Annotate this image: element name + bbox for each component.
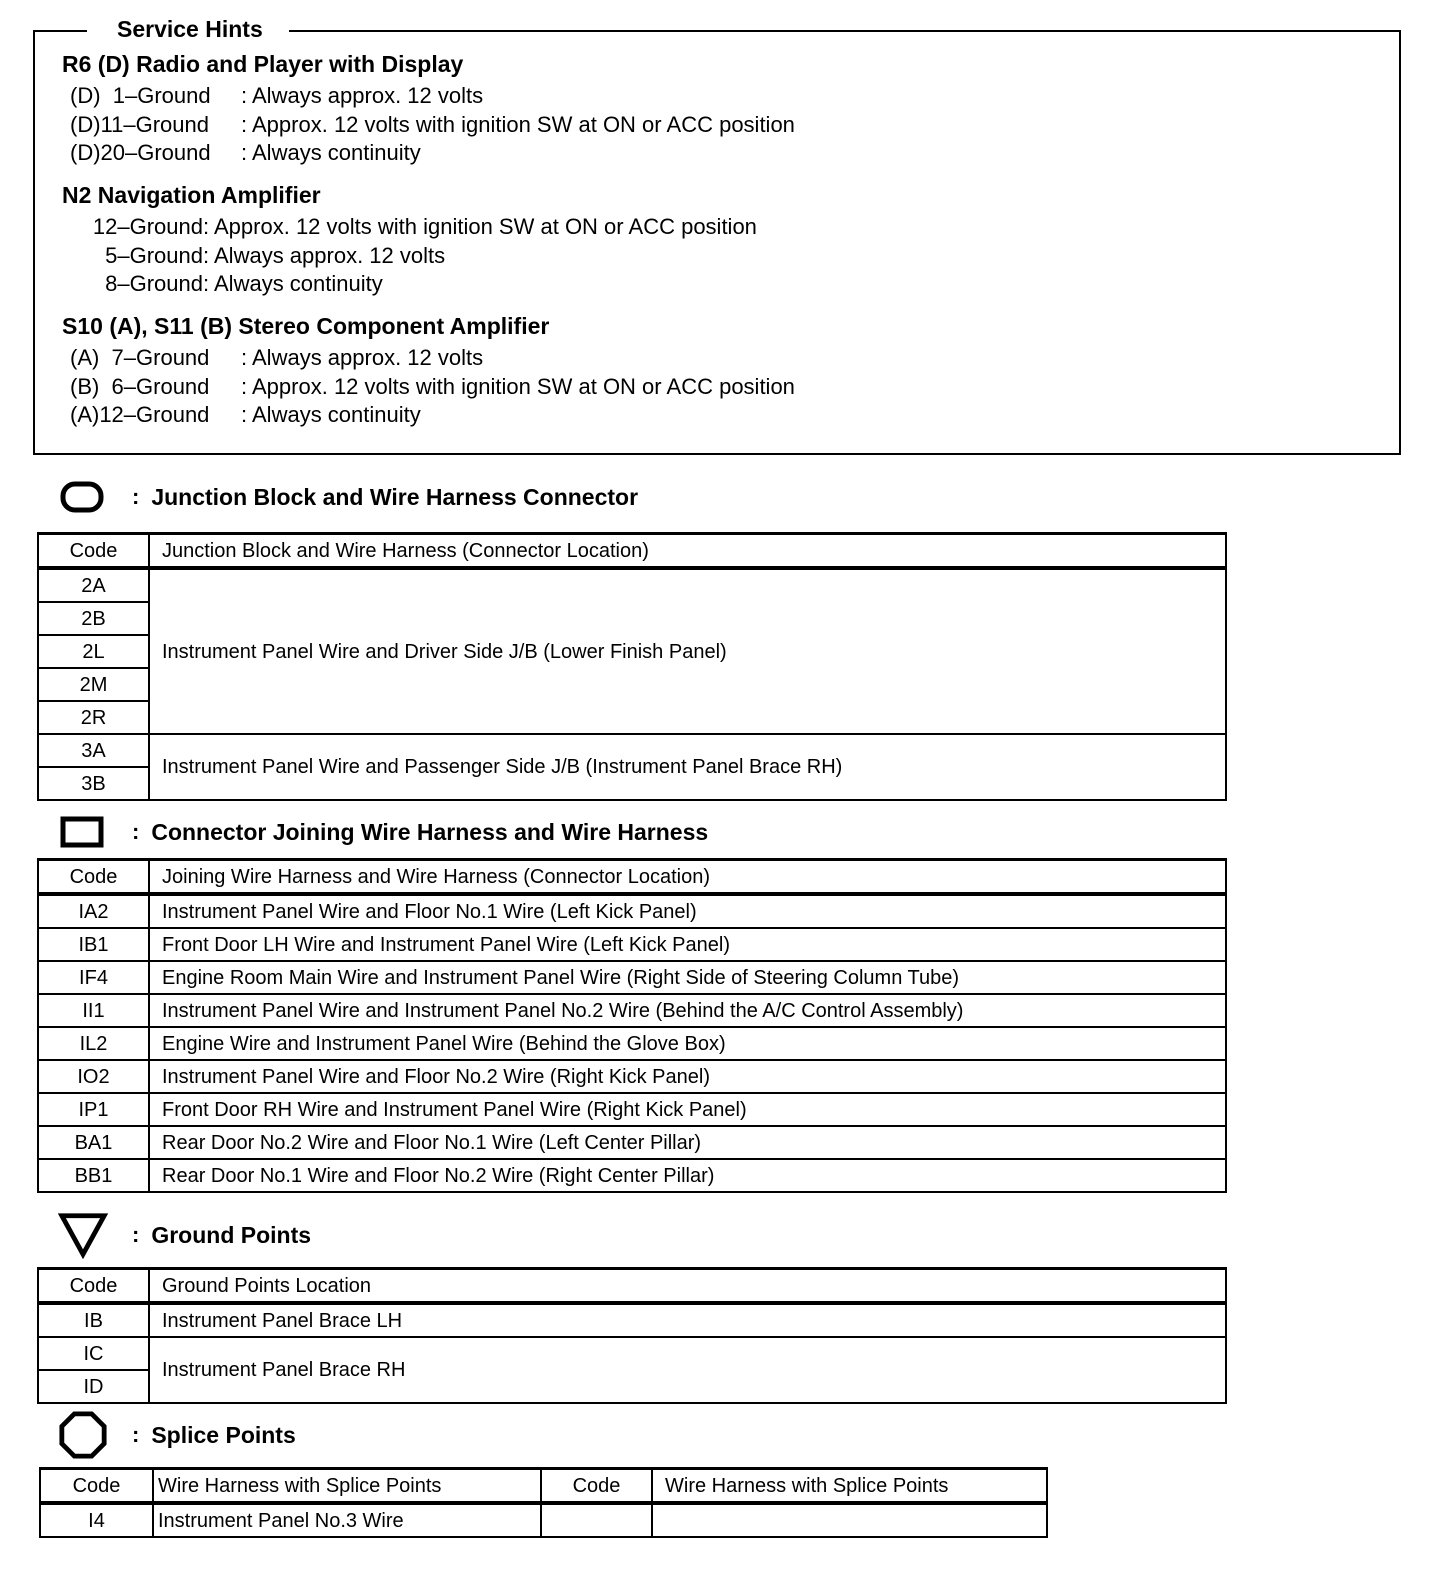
desc-cell: Instrument Panel Wire and Instrument Panel No.2 Wire (Behind the A/C Control Assembly)	[149, 994, 1226, 1027]
service-hints-title: Service Hints	[87, 14, 289, 44]
code-cell: 2M	[38, 668, 149, 701]
table-row	[38, 961, 1226, 994]
hint-line	[62, 344, 795, 373]
code-cell	[541, 1503, 652, 1537]
code-cell: BA1	[38, 1126, 149, 1159]
table-row	[38, 894, 1226, 928]
ground-points-title: Ground Points	[151, 1221, 312, 1248]
connector-joining-heading	[58, 812, 708, 852]
ground-points-heading	[58, 1208, 311, 1262]
hint-text: : Approx. 12 volts with ignition SW at ON or ACC position	[241, 111, 795, 137]
header-code: Code	[38, 1269, 149, 1304]
hint-pin: 12–Ground	[92, 214, 203, 239]
hint-group-stereo	[62, 312, 795, 430]
table-row	[38, 1093, 1226, 1126]
code-cell: IC	[38, 1337, 149, 1370]
desc-cell: Engine Wire and Instrument Panel Wire (Behind the Glove Box)	[149, 1027, 1226, 1060]
table-row	[38, 1027, 1226, 1060]
header-code: Code	[38, 534, 149, 569]
table-header-row	[38, 534, 1226, 569]
hint-line	[62, 213, 757, 242]
table-header-row	[38, 1269, 1226, 1304]
code-cell: 3A	[38, 734, 149, 767]
desc-cell: Engine Room Main Wire and Instrument Panel Wire (Right Side of Steering Column Tube)	[149, 961, 1226, 994]
hint-group-title: N2 Navigation Amplifier	[62, 182, 321, 208]
table-row	[38, 1303, 1226, 1337]
table-row	[38, 994, 1226, 1027]
junction-block-table	[37, 532, 1227, 801]
junction-block-heading	[58, 477, 638, 517]
hint-line	[62, 373, 795, 402]
hint-pin: 8–Ground	[105, 271, 203, 296]
connector-joining-title: Connector Joining Wire Harness and Wire Harness	[151, 818, 709, 845]
rounded-rectangle-icon	[58, 477, 108, 517]
header-code: Code	[541, 1469, 652, 1504]
header-desc: Joining Wire Harness and Wire Harness (Connector Location)	[149, 860, 1226, 895]
table-row	[38, 928, 1226, 961]
hint-pin: (D)11–Ground	[70, 111, 209, 137]
hint-pin: (A) 7–Ground	[70, 345, 210, 370]
hint-pin: (D)20–Ground	[70, 140, 211, 165]
desc-cell: Instrument Panel Wire and Driver Side J/B (Lower Finish Panel)	[149, 568, 1226, 734]
desc-cell: Instrument Panel Wire and Passenger Side J/B (Instrument Panel Brace RH)	[149, 734, 1226, 800]
header-desc: Junction Block and Wire Harness (Connector Location)	[149, 534, 1226, 569]
hint-line	[62, 82, 795, 111]
hint-line	[62, 111, 795, 140]
heading-colon: :	[132, 1422, 140, 1447]
table-row	[40, 1503, 1047, 1537]
code-cell: 2A	[38, 568, 149, 602]
hint-pin: (D) 1–Ground	[70, 83, 211, 108]
desc-cell: Instrument Panel Brace RH	[149, 1337, 1226, 1403]
hint-pin: (B) 6–Ground	[70, 373, 210, 399]
hint-group-title: S10 (A), S11 (B) Stereo Component Amplifier	[62, 313, 550, 339]
table-header-row	[38, 860, 1226, 895]
table-row	[38, 1337, 1226, 1370]
triangle-down-icon	[58, 1208, 108, 1262]
code-cell: 2B	[38, 602, 149, 635]
code-cell: 2R	[38, 701, 149, 734]
hint-text: : Always approx. 12 volts	[241, 83, 484, 108]
hint-group-title: R6 (D) Radio and Player with Display	[62, 51, 464, 77]
code-cell: IP1	[38, 1093, 149, 1126]
hint-pin: 5–Ground	[105, 242, 203, 268]
junction-block-title: Junction Block and Wire Harness Connector	[151, 483, 639, 510]
desc-cell: Instrument Panel Brace LH	[149, 1303, 1226, 1337]
heading-colon: :	[132, 484, 140, 509]
code-cell: BB1	[38, 1159, 149, 1192]
code-cell: IO2	[38, 1060, 149, 1093]
hint-line	[62, 242, 757, 271]
header-desc: Wire Harness with Splice Points	[153, 1469, 541, 1504]
ground-points-table	[37, 1267, 1227, 1404]
code-cell: ID	[38, 1370, 149, 1403]
code-cell: IB1	[38, 928, 149, 961]
table-header-row	[40, 1469, 1047, 1504]
hint-text: : Approx. 12 volts with ignition SW at ON or ACC position	[241, 373, 795, 399]
hint-pin: (A)12–Ground	[70, 402, 210, 427]
code-cell: IF4	[38, 961, 149, 994]
hint-line	[62, 270, 757, 299]
rectangle-icon	[58, 812, 108, 852]
code-cell: I4	[40, 1503, 153, 1537]
splice-points-title: Splice Points	[151, 1421, 296, 1448]
connector-joining-table	[37, 858, 1227, 1193]
hint-group-navigation	[62, 181, 757, 299]
heading-colon: :	[132, 819, 140, 844]
table-row	[38, 734, 1226, 767]
hint-line	[62, 139, 795, 168]
desc-cell: Instrument Panel No.3 Wire	[153, 1503, 541, 1537]
table-row	[38, 1126, 1226, 1159]
hint-text: : Always continuity	[203, 271, 383, 296]
table-row	[38, 1060, 1226, 1093]
header-desc: Wire Harness with Splice Points	[652, 1469, 1047, 1504]
hint-text: : Always approx. 12 volts	[203, 242, 446, 268]
hint-line	[62, 401, 795, 430]
hint-text: : Approx. 12 volts with ignition SW at ON or ACC position	[203, 214, 757, 239]
desc-cell: Instrument Panel Wire and Floor No.2 Wire (Right Kick Panel)	[149, 1060, 1226, 1093]
code-cell: 3B	[38, 767, 149, 800]
hint-text: : Always approx. 12 volts	[241, 345, 484, 370]
desc-cell	[652, 1503, 1047, 1537]
code-cell: IA2	[38, 894, 149, 928]
desc-cell: Front Door LH Wire and Instrument Panel Wire (Left Kick Panel)	[149, 928, 1226, 961]
hint-text: : Always continuity	[241, 402, 421, 427]
desc-cell: Rear Door No.1 Wire and Floor No.2 Wire (Right Center Pillar)	[149, 1159, 1226, 1192]
header-desc: Ground Points Location	[149, 1269, 1226, 1304]
hint-text: : Always continuity	[241, 140, 421, 165]
table-row	[38, 568, 1226, 602]
hint-group-radio	[62, 50, 795, 168]
desc-cell: Front Door RH Wire and Instrument Panel Wire (Right Kick Panel)	[149, 1093, 1226, 1126]
code-cell: 2L	[38, 635, 149, 668]
splice-points-table	[39, 1467, 1048, 1538]
header-code: Code	[38, 860, 149, 895]
octagon-icon	[58, 1408, 108, 1462]
header-code: Code	[40, 1469, 153, 1504]
code-cell: IL2	[38, 1027, 149, 1060]
desc-cell: Rear Door No.2 Wire and Floor No.1 Wire (Left Center Pillar)	[149, 1126, 1226, 1159]
code-cell: IB	[38, 1303, 149, 1337]
heading-colon: :	[132, 1222, 140, 1247]
code-cell: II1	[38, 994, 149, 1027]
splice-points-heading	[58, 1408, 296, 1462]
table-row	[38, 1159, 1226, 1192]
desc-cell: Instrument Panel Wire and Floor No.1 Wire (Left Kick Panel)	[149, 894, 1226, 928]
